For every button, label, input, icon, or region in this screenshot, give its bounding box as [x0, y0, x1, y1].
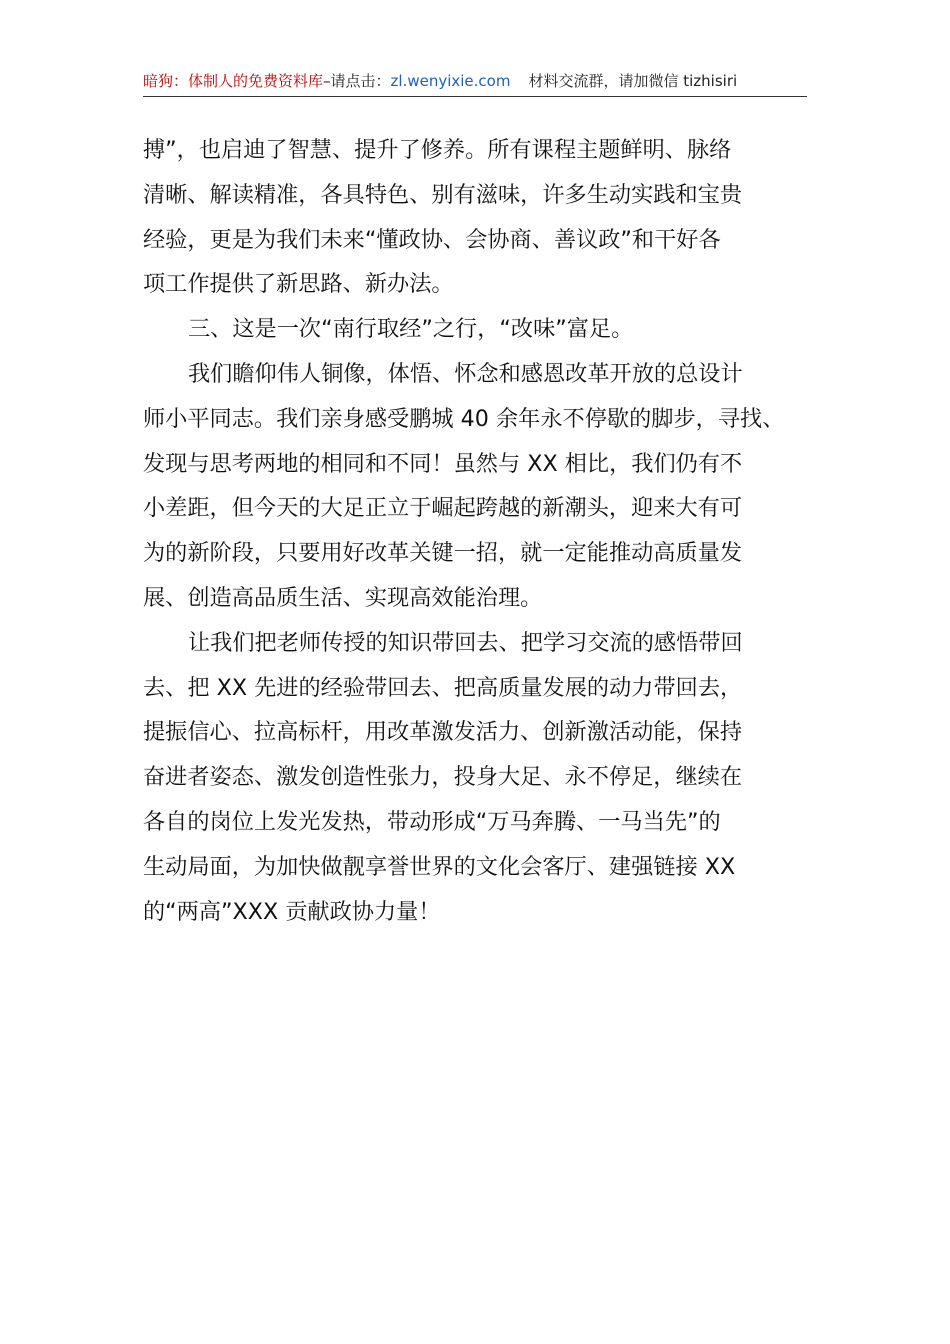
- text-line: 展、创造高品质生活、实现高效能治理。: [143, 584, 543, 611]
- text-line: 经验，更是为我们未来“懂政协、会协商、善议政”和干好各: [143, 226, 721, 253]
- text-line: 各自的岗位上发光发热，带动形成“万马奔腾、一马当先”的: [143, 808, 721, 835]
- text-line: 生动局面，为加快做靓享誉世界的文化会客厅、建强链接 XX: [143, 853, 736, 880]
- text-line: 发现与思考两地的相同和不同！虽然与 XX 相比，我们仍有不: [143, 450, 743, 477]
- text-line: 清晰、解读精准，各具特色、别有滋味，许多生动实践和宝贵: [143, 181, 743, 208]
- page-header: [143, 70, 807, 97]
- text-line: 搏”，也启迪了智慧、提升了修养。所有课程主题鲜明、脉络: [143, 137, 732, 163]
- text-line: 去、把 XX 先进的经验带回去、把高质量发展的动力带回去，: [143, 674, 743, 701]
- document-body: [143, 128, 813, 934]
- text-line: 为的新阶段，只要用好改革关键一招，就一定能推动高质量发: [143, 540, 743, 567]
- text-line: 项工作提供了新思路、新办法。: [143, 271, 454, 298]
- header-brand: 暗狗：体制人的免费资料库: [143, 72, 324, 90]
- text-line: 师小平同志。我们亲身感受鹏城 40 余年永不停歇的脚步，寻找、: [143, 405, 785, 432]
- header-contact: 材料交流群，请加微信 tizhisiri: [528, 72, 738, 90]
- text-line: 提振信心、拉高标杆，用改革激发活力、创新激活动能，保持: [143, 719, 743, 746]
- text-line: 小差距，但今天的大足正立于崛起跨越的新潮头，迎来大有可: [143, 495, 743, 522]
- section-heading: 三、这是一次“南行取经”之行，“改味”富足。: [188, 316, 634, 343]
- text-line: 让我们把老师传授的知识带回去、把学习交流的感悟带回: [188, 629, 743, 656]
- header-link[interactable]: zl.wenyixie.com: [390, 72, 511, 90]
- header-prompt: –请点击：: [323, 72, 391, 90]
- text-line: 奋进者姿态、激发创造性张力，投身大足、永不停足，继续在: [143, 764, 743, 791]
- text-line: 我们瞻仰伟人铜像，体悟、怀念和感恩改革开放的总设计: [188, 360, 743, 387]
- text-line: 的“两高”XXX 贡献政协力量！: [143, 898, 441, 925]
